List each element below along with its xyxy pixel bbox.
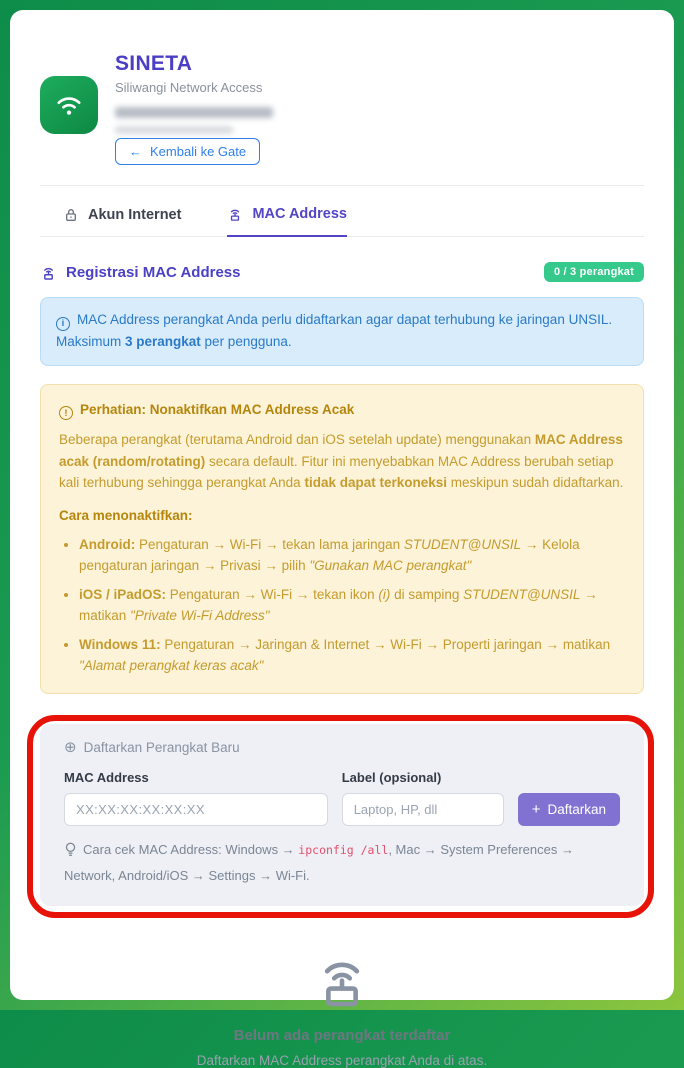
empty-state [40, 952, 644, 1068]
wifi-icon [53, 91, 85, 119]
section-title: Registrasi MAC Address [40, 264, 241, 281]
mac-address-label: MAC Address [64, 770, 149, 786]
registration-form-section [40, 724, 644, 906]
tab-label: Akun Internet [88, 206, 182, 223]
info-icon: i [56, 317, 70, 331]
warning-steps-list [59, 534, 625, 678]
empty-state-subtitle: Daftarkan MAC Address perangkat Anda di atas. [196, 1052, 488, 1068]
user-name-redacted [115, 107, 273, 118]
list-item-ios: • iOS / iPadOS: Pengaturan → Wi-Fi → tekan ikon (i) di samping STUDENT@UNSIL → matikan "Private Wi-Fi Address" [79, 584, 625, 627]
back-to-gate-button[interactable] [115, 138, 260, 165]
plus-icon: + [531, 801, 541, 819]
header-divider [40, 185, 644, 186]
lightbulb-icon [64, 845, 77, 860]
router-icon [40, 264, 57, 281]
tab-akun-internet[interactable] [63, 206, 181, 236]
empty-state-title: Belum ada perangkat terdaftar [233, 1026, 451, 1044]
mac-check-hint: Cara cek MAC Address: Windows → ipconfig /all, Mac → System Preferences → Network, Android/iOS → Settings → Wi-Fi. [64, 842, 574, 883]
list-item-windows: • Windows 11: Pengaturan → Jaringan & Internet → Wi-Fi → Properti jaringan → matikan "Alamat perangkat keras acak" [79, 634, 625, 677]
page-title: SINETA [115, 52, 193, 75]
router-icon [227, 206, 243, 222]
lock-icon [63, 207, 79, 223]
warning-box [40, 384, 644, 695]
tab-label: MAC Address [252, 206, 347, 222]
device-label-label: Label (opsional) [341, 770, 442, 786]
warning-body: Beberapa perangkat (terutama Android dan iOS setelah update) menggunakan MAC Address acak (random/rotating) secara default. Fitur ini menyebabkan MAC Address berubah setiap kali terhubung sehingga perangkat Anda tidak dapat terkoneksi meskipun sudah didaftarkan. [59, 432, 624, 491]
list-item-android: • Android: Pengaturan → Wi-Fi → tekan lama jaringan STUDENT@UNSIL → Kelola pengaturan jaringan → Privasi → pilih "Gunakan MAC perangkat" [79, 534, 625, 577]
plus-circle-icon: ⊕ [64, 739, 77, 757]
registration-form [40, 724, 644, 906]
mac-address-input[interactable] [64, 793, 328, 826]
exclamation-icon: ! [59, 406, 73, 420]
arrow-left-icon: ← [129, 144, 142, 159]
router-icon [312, 995, 372, 1012]
warning-subheading: Cara menonaktifkan: [59, 507, 193, 523]
header [40, 52, 644, 165]
form-header: ⊕ Daftarkan Perangkat Baru [64, 739, 240, 757]
info-alert: i MAC Address perangkat Anda perlu didaftarkan agar dapat terhubung ke jaringan UNSIL. Maksimum 3 perangkat per pengguna. [40, 297, 644, 366]
page-subtitle: Siliwangi Network Access [115, 80, 263, 95]
back-button-label: Kembali ke Gate [150, 144, 247, 159]
warning-title: ! Perhatian: Nonaktifkan MAC Address Acak [59, 399, 625, 421]
tab-bar [40, 206, 644, 237]
device-label-input[interactable] [342, 793, 504, 826]
device-count-badge: 0 / 3 perangkat [544, 262, 644, 282]
app-logo [40, 76, 98, 134]
section-header [40, 262, 644, 282]
main-card [10, 10, 674, 1068]
user-id-redacted [115, 126, 233, 134]
register-button-label: Daftarkan [547, 802, 606, 818]
register-device-button[interactable] [518, 793, 620, 826]
tab-mac-address[interactable] [227, 206, 347, 237]
